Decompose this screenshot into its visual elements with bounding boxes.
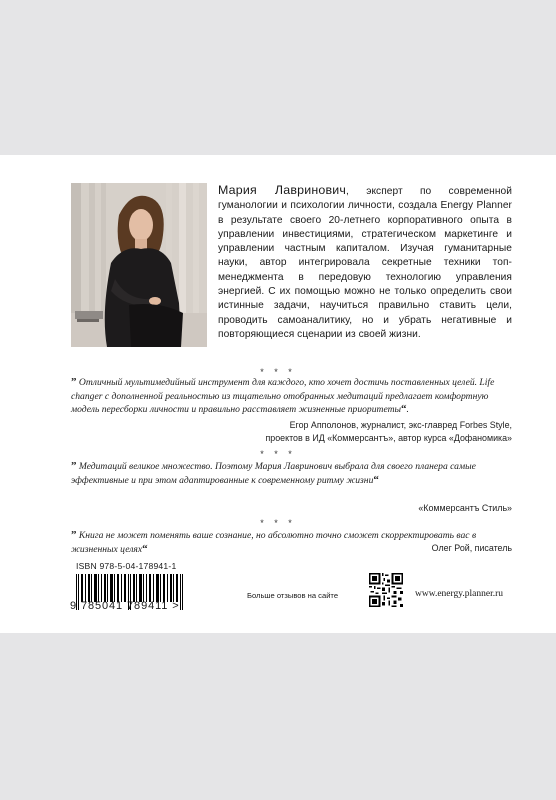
- review-quote-1-text: Отличный мультимедийный инструмент для каждого, кто хочет достичь поставленных целей. Life changer с дополненной реальностью из тщательно отобранных медитаций предлагает комфортную модель пересборки личности и правильно расставляет жизненные приоритеты: [71, 377, 495, 416]
- barcode-number: 9 785041 789411 >: [70, 600, 180, 612]
- review-author-2-line1: «Коммерсантъ Стиль»: [418, 503, 512, 513]
- isbn-label: ISBN 978-5-04-178941-1: [76, 561, 177, 571]
- separator-2: * * *: [260, 449, 296, 459]
- website-link[interactable]: www.energy.planner.ru: [415, 589, 504, 599]
- book-back-cover: [0, 155, 556, 633]
- review-author-1-line1: Егор Апполонов, журналист, экс-главред Forbes Style,: [289, 420, 512, 430]
- author-bio-text: , эксперт по современной гуманологии и психологии личности, создала Energy Planner в результате своего 20-летнего корпоративного опыта в управлении инвестициями, стратегическом маркетинге и управлении частным капиталом. Изучая гуманитарные науки, автор интегрировала секретные техники топ-менеджмента в передовую технологию управления энергией. С их помощью можно не только определить свои истинные задачи, научиться правильно ставить цели, проводить самоаналитику, но и убрать негативные и повторяющиеся сценарии из своей жизни.: [218, 186, 512, 340]
- review-author-1-line2: проектов в ИД «Коммерсантъ», автор курса «Дофаномика»: [265, 432, 512, 443]
- review-quote-2: [71, 460, 512, 487]
- author-photo: [71, 183, 207, 347]
- open-quote-mark: ”: [71, 529, 77, 541]
- open-quote-mark: ”: [71, 376, 77, 388]
- more-reviews-label: Больше отзывов на сайте: [247, 591, 339, 600]
- close-quote-mark: “: [142, 542, 148, 555]
- review-quote-3-text: Книга не может поменять ваше сознание, но абсолютно точно сможет скорректировать вас в жизненных целях: [71, 530, 477, 555]
- review-author-2: [418, 502, 512, 515]
- qr-code-icon[interactable]: [369, 573, 403, 607]
- author-name: Мария Лавринович: [218, 183, 347, 197]
- review-quote-1: ” Отличный мультимедийный инструмент для каждого, кто хочет достичь поставленных целей. Life changer с дополненной реальностью из тщательно отобранных медитаций предлагает комфортную модель пересборки личности и правильно расставляет жизненные приоритеты“.: [71, 376, 495, 416]
- review-quote-2-text: Медитаций великое множество. Поэтому Мария Лавринович выбрала для своего планера самые эффективные и при этом адаптированные к современному ритму жизни: [71, 461, 476, 486]
- close-quote-mark: “: [401, 403, 407, 416]
- separator-3: * * *: [260, 518, 296, 528]
- separator-1: * * *: [260, 367, 296, 377]
- open-quote-mark: ”: [71, 460, 77, 472]
- review-author-3: [432, 542, 512, 555]
- close-quote-mark: “: [373, 473, 379, 486]
- review-author-1: [265, 419, 512, 444]
- review-author-3-line1: Олег Рой, писатель: [431, 543, 512, 553]
- author-bio: [218, 183, 512, 342]
